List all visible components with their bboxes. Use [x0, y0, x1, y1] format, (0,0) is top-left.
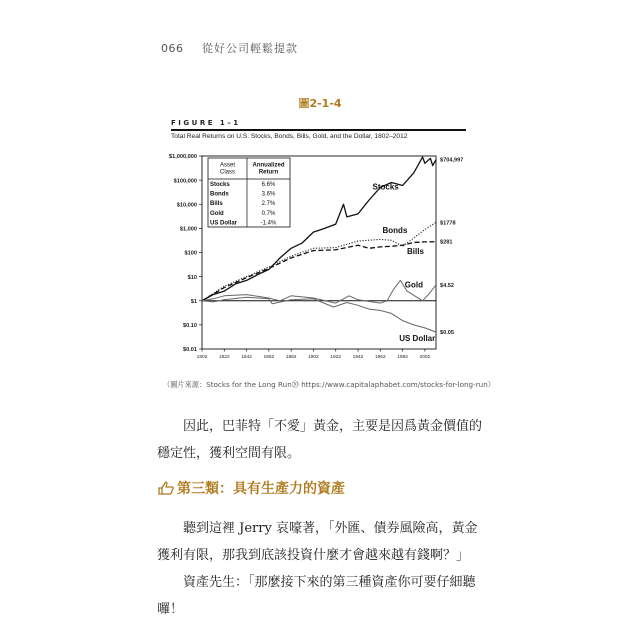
x-tick-label: 1922 [330, 355, 342, 360]
series-line-bills [202, 242, 436, 301]
series-label: Gold [404, 280, 424, 290]
figure-source: （圖片來源：Stocks for the Long Run⑳ https://www.capitalaphabet.com/stocks-for-long-run） [163, 380, 495, 389]
paragraph-gold-stability [157, 413, 487, 467]
x-tick-label: 1822 [218, 355, 230, 360]
series-label: Bonds [382, 225, 408, 235]
end-value-label: $1778 [440, 220, 456, 227]
y-tick-label: $0.10 [183, 323, 197, 330]
x-tick-label: 1902 [308, 355, 319, 360]
series-label: Stocks [372, 182, 399, 192]
chart-title: Total Real Returns on U.S. Stocks, Bonds, Bills, Gold, and the Dollar, 1802–2012 [171, 133, 408, 140]
end-value-label: $281 [440, 239, 453, 246]
table-asset-cell: US Dollar [210, 220, 238, 227]
section-heading [157, 478, 345, 498]
table-asset-cell: Stocks [210, 182, 230, 188]
running-head [161, 40, 298, 56]
hand-pointing-icon [157, 479, 175, 497]
y-tick-label: $1 [190, 298, 197, 305]
table-return-cell: 6.6% [261, 182, 276, 188]
series-line-us-dollar [202, 297, 436, 332]
end-value-label: $0.05 [440, 330, 454, 337]
x-tick-label: 1962 [374, 355, 386, 360]
running-title: 從好公司輕鬆提款 [202, 42, 298, 55]
x-tick-label: 1802 [196, 355, 208, 360]
y-tick-label: $10,000 [176, 202, 197, 209]
paragraph-asset-mr [157, 569, 487, 623]
x-tick-label: 1862 [263, 355, 275, 360]
paragraph-text: 資產先生：「那麼接下來的第三種資產你可要仔細聽囉！ [157, 575, 476, 617]
series-label: US Dollar [399, 334, 436, 344]
returns-table [208, 158, 290, 227]
y-tick-label: $100,000 [173, 178, 197, 185]
returns-chart [150, 145, 490, 370]
end-value-label: $704,997 [440, 157, 464, 164]
table-header-cell: Asset Class [219, 162, 236, 176]
table-return-cell: 3.6% [261, 191, 276, 198]
x-tick-label: 1982 [397, 355, 408, 360]
table-asset-cell: Bills [210, 201, 223, 208]
page-number: 066 [161, 42, 184, 55]
x-tick-label: 1882 [285, 355, 297, 360]
x-tick-label: 2002 [419, 355, 431, 360]
paragraph-jerry [157, 515, 487, 569]
table-return-cell: 2.7% [261, 201, 276, 208]
figure-caption: 圖2-1-4 [298, 97, 342, 110]
paragraph-text: 聽到這裡 Jerry 哀嚎著，「外匯、債券風險高，黃金獲利有限，那我到底該投資什麼才會越來越有錢啊？」 [157, 521, 478, 563]
series-label: Bills [407, 247, 424, 257]
label-layer [372, 158, 463, 344]
table-asset-cell: Gold [210, 210, 224, 217]
y-tick-label: $0.01 [183, 347, 197, 354]
x-tick-label: 1842 [241, 355, 252, 360]
y-tick-label: $1,000 [179, 226, 197, 233]
table-return-cell: -1.4% [260, 220, 277, 227]
table-header-cell: Annualized Return [252, 162, 285, 176]
paragraph-text: 因此，巴菲特「不愛」黃金，主要是因爲黃金價值的穩定性，獲利空間有限。 [157, 419, 483, 461]
x-tick-label: 1942 [352, 355, 364, 360]
end-value-label: $4.52 [440, 282, 454, 289]
figure-rule [171, 129, 466, 131]
y-tick-label: $10 [187, 274, 197, 281]
table-asset-cell: Bonds [210, 191, 229, 198]
section-heading-text: 第三類：具有生產力的資產 [177, 481, 345, 497]
table-return-cell: 0.7% [261, 210, 276, 217]
y-tick-label: $1,000,000 [169, 154, 197, 161]
figure-label: FIGURE 1–1 [171, 119, 241, 127]
y-tick-label: $100 [184, 250, 197, 257]
